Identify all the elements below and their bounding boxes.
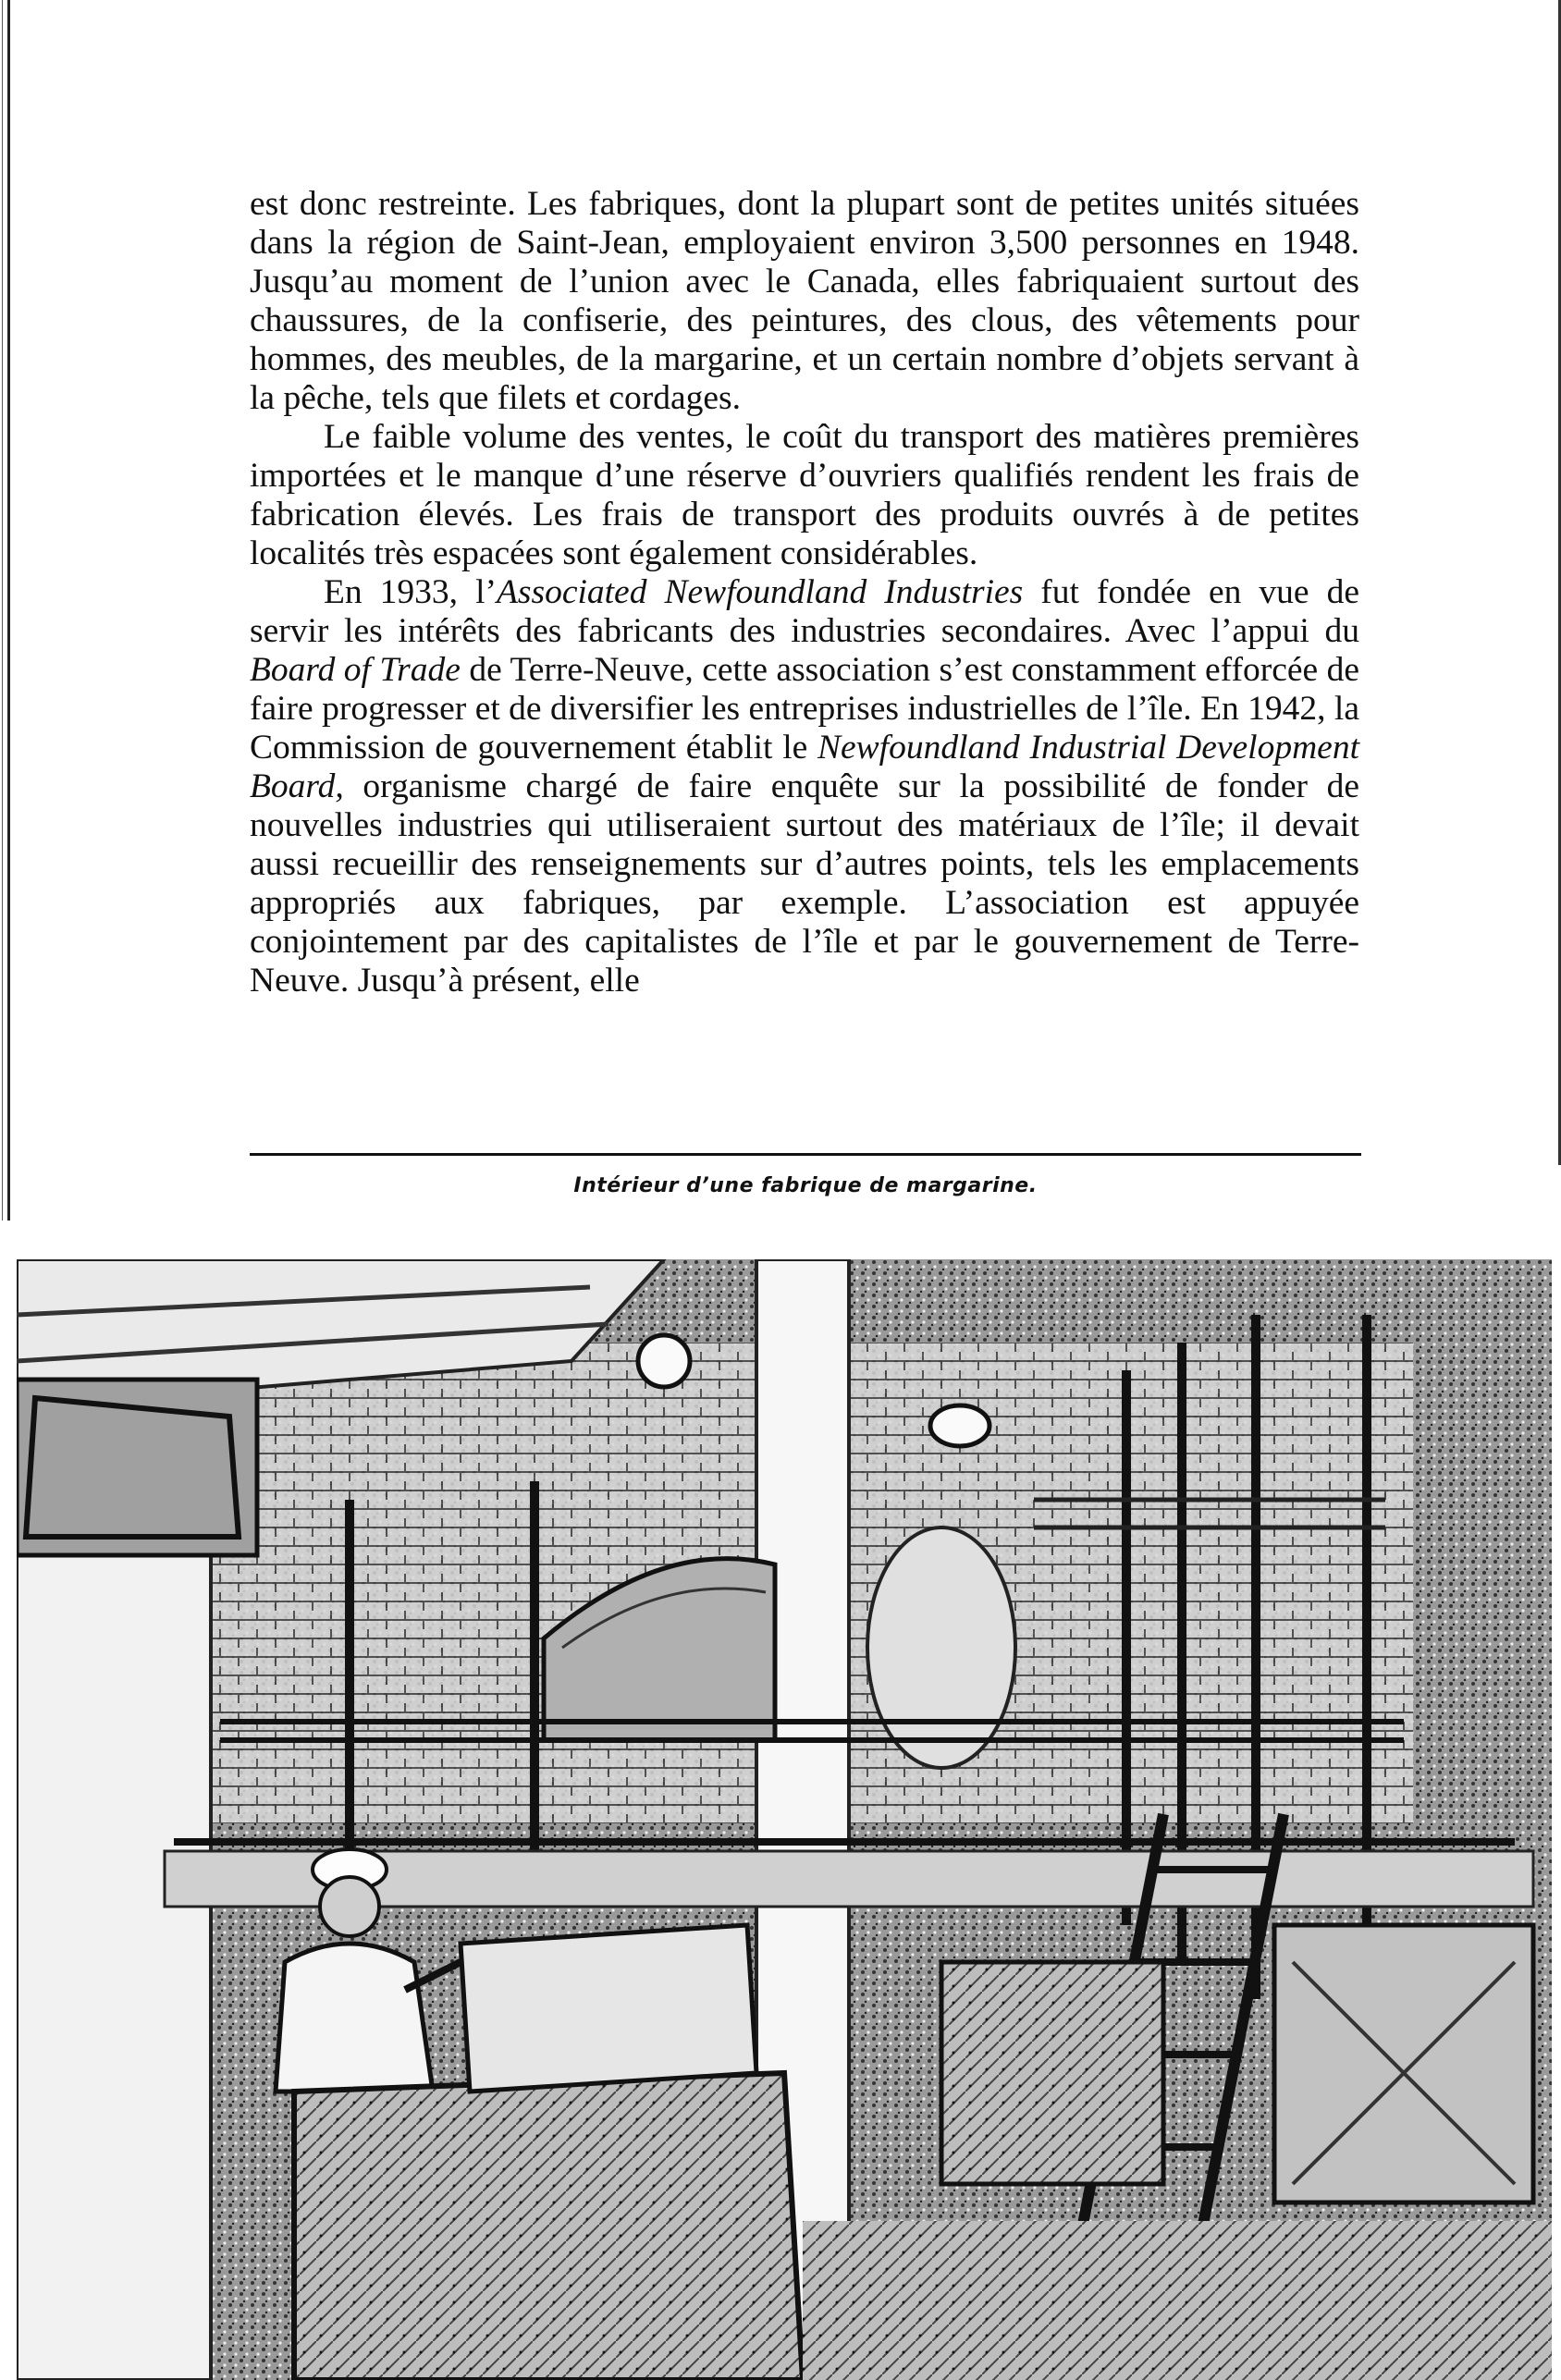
paragraph-2 [250,418,1359,573]
paragraph-3 [250,573,1359,1000]
scan-edge-line [7,0,10,1221]
paragraph-text: est donc restreinte. Les fabriques, dont la plupart sont de petites unités situées dans la région de Saint-Jean, employaient environ 3,500 personnes en 1948. Jusqu’au moment de l’union avec le Canada, elles fabriquaient surtout des chaussures, de la confiserie, des peintures, des clous, des vêtements pour hommes, des meubles, de la margarine, et un certain nombre d’objets servant à la pêche, tels que filets et cordages. [250,185,1359,417]
body-text [250,185,1359,1000]
organization-name: Associated Newfoundland Industries [496,573,1024,611]
scan-edge-line [2,0,3,1221]
paragraph-text: Le faible volume des ventes, le coût du transport des matières premières importées et le manque d’une réserve d’ouvriers qualifiés rendent les frais de fabrication élevés. Les frais de transport des produits ouvrés à de petites localités très espacées sont également considérables. [250,418,1359,572]
paragraph-1 [250,185,1359,418]
factory-interior-photo [17,1259,1552,2380]
paragraph-text: fut fondée en vue de servir les intérêts des fabricants des industries secondaires. Avec l’appui du [250,573,1359,650]
caption-divider [250,1153,1361,1156]
organization-name: Board of Trade [250,651,461,689]
paragraph-text: En 1933, l’ [324,573,497,611]
paragraph-text: de Terre-Neuve, cette association s’est constamment efforcée de faire progresser et de diversifier les entreprises industrielles de l’île. En 1942, la Commission de gouvernement établit le [250,651,1359,767]
organization-name: Newfoundland Industrial Development Board, [250,729,1359,805]
paragraph-text: organisme chargé de faire enquête sur la possibilité de fonder de nouvelles industries qui utiliseraient surtout des matériaux de l’île; il devait aussi recueillir des renseignements sur d’autres points, tels les emplacements appropriés aux fabriques, par exemple. L’association est appuyée conjointement par des capitalistes de l’île et par le gouvernement de Terre-Neuve. Jusqu’à présent, elle [250,767,1359,1000]
figure-caption: Intérieur d’une fabrique de margarine. [573,1174,1038,1197]
